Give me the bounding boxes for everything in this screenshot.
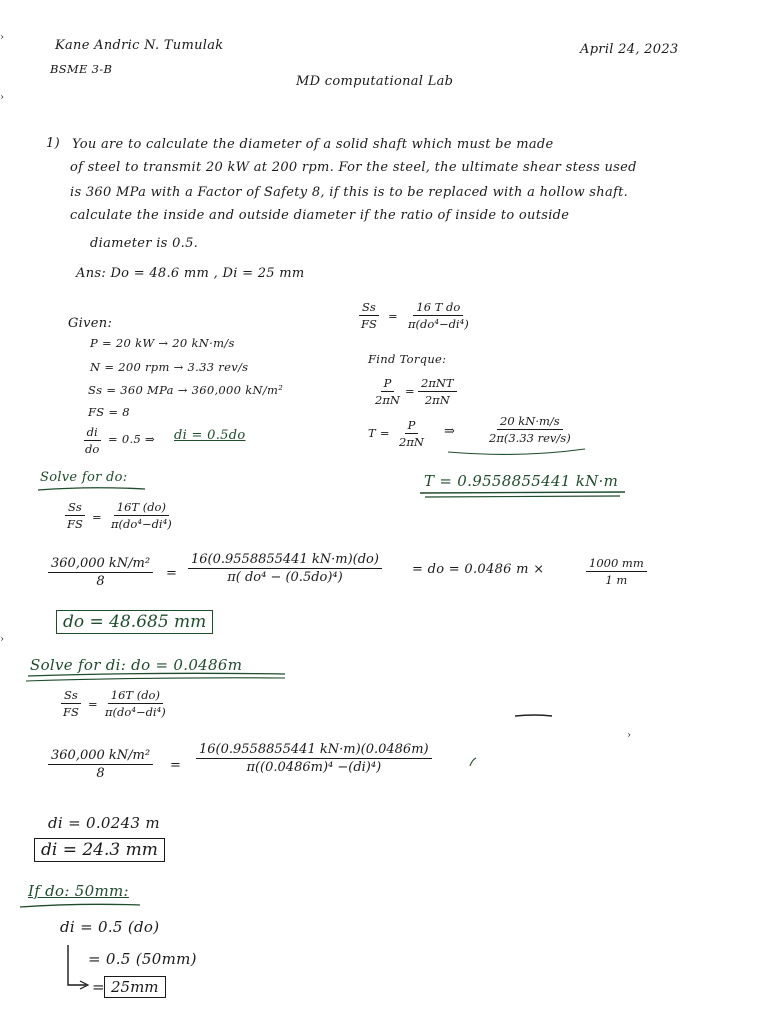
solve-di-boxed-result: di = 24.3 mm bbox=[34, 838, 165, 862]
solve-di-ss-value: $\frac{\text{360,000 kN/m²}}{8}$ bbox=[48, 748, 153, 781]
solve-do-result: = do = 0.0486 m × bbox=[412, 562, 545, 577]
given-power: P = 20 kW → 20 kN·m/s bbox=[90, 336, 235, 350]
formula-equals: = bbox=[388, 309, 398, 323]
given-speed: N = 200 rpm → 3.33 rev/s bbox=[90, 360, 249, 374]
torque-substitution: 20 kN·m/s 2π(3.33 rev/s) bbox=[489, 414, 571, 445]
if-do-heading: If do: 50mm: bbox=[28, 882, 129, 900]
student-section: BSME 3-B bbox=[50, 62, 113, 76]
date: April 24, 2023 bbox=[580, 42, 679, 57]
solve-do-ss-fs: $\frac{Ss}{FS}$ bbox=[67, 500, 83, 531]
solve-di-result: di = 0.0243 m bbox=[48, 814, 160, 832]
given-ratio-result: di = 0.5do bbox=[174, 428, 246, 443]
solve-do-equals-1: = bbox=[92, 510, 102, 524]
formula-ss-fs: $\frac{Ss}{FS}$ bbox=[361, 300, 377, 331]
solve-di-equals-2: = bbox=[170, 758, 182, 773]
formula-rhs: $\frac{\text{16 T do}}{\text{π(do⁴−di⁴)}}$ bbox=[408, 300, 469, 331]
solve-do-heading: Solve for do: bbox=[40, 470, 128, 485]
torque-heading: Find Torque: bbox=[368, 352, 447, 366]
solve-do-formula: $\frac{16T (do)}{\text{π(do⁴−di⁴)}}$ bbox=[111, 500, 172, 531]
given-ratio-fraction: $\frac{di}{do}$ bbox=[85, 425, 100, 456]
if-do-boxed-result: 25mm bbox=[104, 976, 166, 998]
student-name: Kane Andric N. Tumulak bbox=[55, 38, 224, 53]
if-do-line-3-prefix: = bbox=[92, 978, 105, 996]
page-title: MD computational Lab bbox=[296, 74, 454, 89]
torque-t-label: T = bbox=[368, 426, 390, 440]
solve-di-ss-fs: $\frac{Ss}{FS}$ bbox=[63, 688, 79, 719]
given-shear-stress: Ss = 360 MPa → 360,000 kN/m² bbox=[88, 383, 284, 397]
solve-di-equals-1: = bbox=[88, 697, 98, 711]
torque-p-over-2pin-2: $\frac{P}{2\pi N}$ bbox=[399, 418, 424, 449]
solve-di-heading: Solve for di: do = 0.0486m bbox=[30, 656, 243, 674]
problem-line-2: of steel to transmit 20 kW at 200 rpm. For the steel, the ultimate shear stess used bbox=[70, 160, 637, 175]
torque-equals: = bbox=[405, 384, 415, 398]
margin-mark: › bbox=[0, 32, 4, 43]
stray-mark: › bbox=[627, 730, 631, 741]
given-safety-factor: FS = 8 bbox=[88, 405, 130, 419]
problem-line-1: You are to calculate the diameter of a solid shaft which must be made bbox=[72, 137, 554, 152]
solve-do-equals-2: = bbox=[166, 566, 178, 581]
problem-number: 1) bbox=[46, 136, 60, 151]
problem-line-4: calculate the inside and outside diameter if the ratio of inside to outside bbox=[70, 208, 570, 223]
torque-arrow: ⇒ bbox=[444, 424, 456, 439]
margin-mark: › bbox=[0, 92, 4, 103]
given-heading: Given: bbox=[68, 316, 113, 331]
problem-line-3: is 360 MPa with a Factor of Safety 8, if this is to be replaced with a hollow shaft. bbox=[70, 185, 629, 200]
given-ratio-value: = 0.5 ⇒ bbox=[108, 432, 155, 446]
solve-do-ss-value: $\frac{\text{360,000 kN/m²}}{8}$ bbox=[48, 556, 153, 589]
if-do-line-1: di = 0.5 (do) bbox=[60, 918, 160, 936]
margin-mark: › bbox=[0, 634, 4, 645]
solve-di-rhs: $\frac{16(0.9558855441 kN\cdot m)(0.0486m)}{\text{π((0.0486m)⁴ −(di)⁴)}}$ bbox=[196, 742, 432, 775]
problem-line-5: diameter is 0.5. bbox=[90, 236, 199, 251]
solve-do-boxed-result: do = 48.685 mm bbox=[56, 610, 213, 634]
answer: Ans: Do = 48.6 mm , Di = 25 mm bbox=[76, 266, 305, 281]
solve-do-rhs: $\frac{16(0.9558855441 kN\cdot m)(do)}{\text{π( do⁴ − (0.5do)⁴)}}$ bbox=[188, 552, 382, 585]
torque-p-over-2pin: $\frac{P}{2\pi N}$ bbox=[375, 376, 400, 407]
if-do-line-2: = 0.5 (50mm) bbox=[88, 950, 197, 968]
torque-result: T = 0.9558855441 kN·m bbox=[424, 472, 619, 490]
solve-di-formula: $\frac{16T (do)}{\text{π(do⁴−di⁴)}}$ bbox=[105, 688, 166, 719]
solve-do-conversion: $\frac{1000 mm}{1 m}$ bbox=[586, 556, 647, 587]
torque-2pint-over-2pin: 2πNT 2πN bbox=[418, 376, 457, 407]
